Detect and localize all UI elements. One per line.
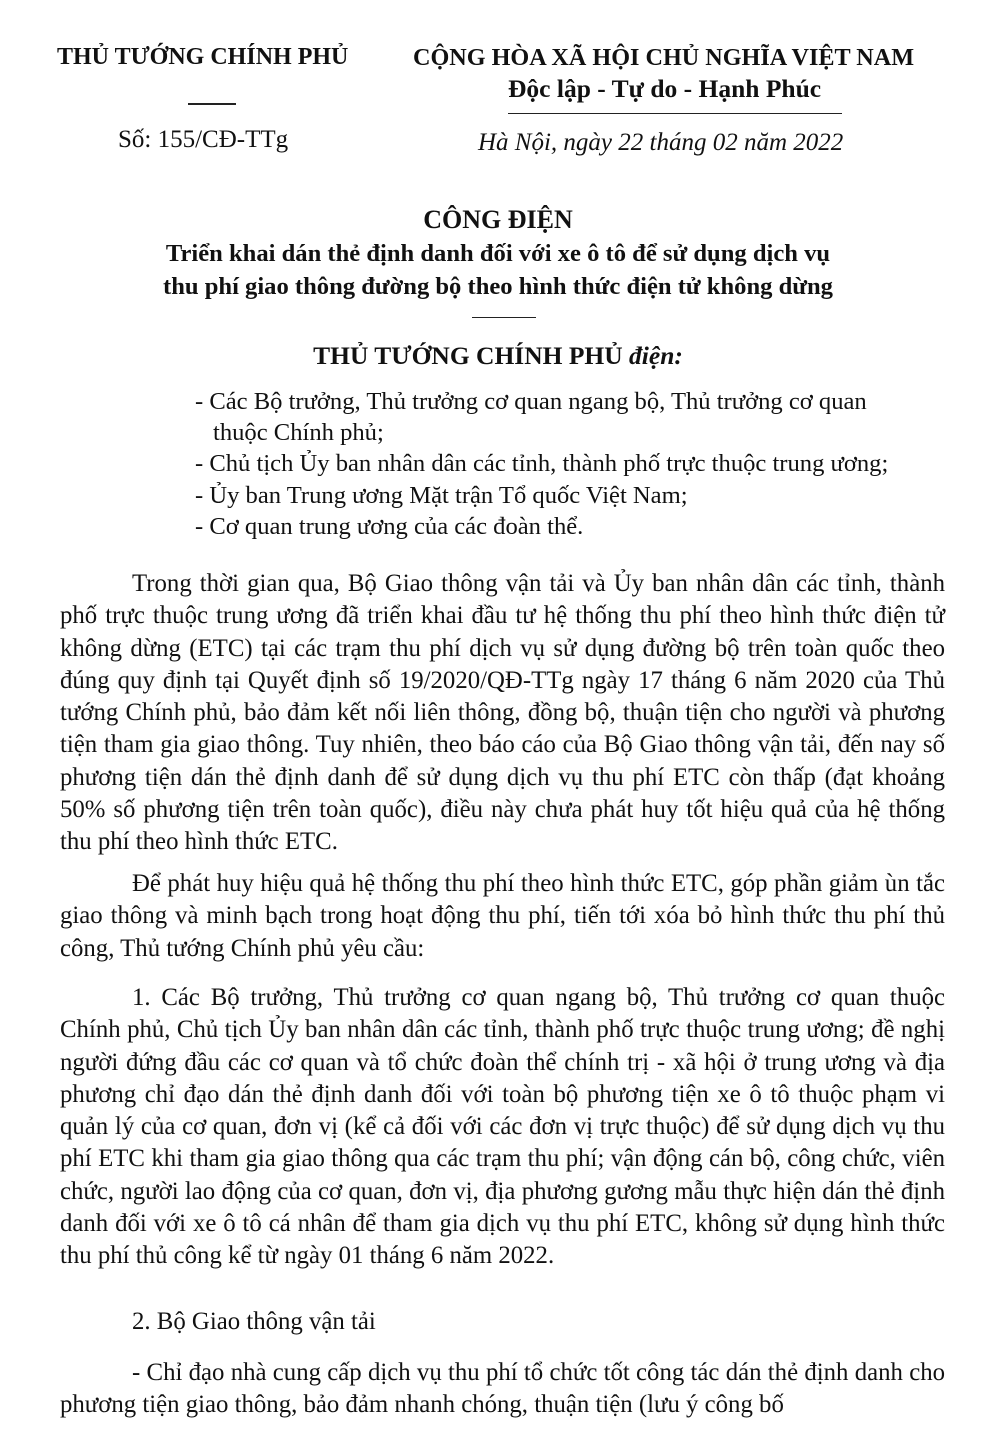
authority-divider	[188, 103, 236, 105]
body-paragraph-4	[60, 1306, 945, 1338]
sender-line	[0, 341, 996, 371]
body-paragraph-2	[60, 868, 945, 965]
body-paragraph-3	[60, 982, 945, 1273]
subject-line-1: Triển khai dán thẻ định danh đối với xe ô tô để sử dụng dịch vụ	[165, 240, 831, 267]
recipients-list	[195, 386, 955, 542]
sender-suffix: điện:	[629, 341, 683, 370]
paragraph-text: Để phát huy hiệu quả hệ thống thu phí theo hình thức ETC, góp phần giảm ùn tắc giao thông và minh bạch trong hoạt động thu phí, tiến tới xóa bỏ hình thức thu phí thủ công, Thủ tướng Chính phủ yêu cầu:	[60, 870, 945, 962]
body-paragraph-5	[60, 1357, 945, 1422]
place-date: Hà Nội, ngày 22 tháng 02 năm 2022	[478, 129, 844, 156]
paragraph-text: - Chỉ đạo nhà cung cấp dịch vụ thu phí tổ chức tốt công tác dán thẻ định danh cho phương tiện giao thông, bảo đảm nhanh chóng, thuận tiện (lưu ý công bố	[60, 1359, 945, 1419]
recipient-item: - Ủy ban Trung ương Mặt trận Tổ quốc Việt Nam;	[195, 481, 688, 509]
document-type: CÔNG ĐIỆN	[423, 205, 573, 234]
country-name: CỘNG HÒA XÃ HỘI CHỦ NGHĨA VIỆT NAM	[413, 44, 915, 71]
recipient-item: - Cơ quan trung ương của các đoàn thể.	[195, 512, 584, 540]
recipient-item: - Các Bộ trưởng, Thủ trưởng cơ quan ngang bộ, Thủ trưởng cơ quan	[195, 388, 867, 415]
sender-name: THỦ TƯỚNG CHÍNH PHỦ	[313, 341, 623, 370]
recipient-item-continuation: thuộc Chính phủ;	[213, 419, 384, 447]
recipient-item: - Chủ tịch Ủy ban nhân dân các tỉnh, thành phố trực thuộc trung ương;	[195, 450, 889, 478]
title-divider	[472, 317, 536, 318]
subject-line-2: thu phí giao thông đường bộ theo hình thức điện tử không dừng	[163, 273, 833, 300]
paragraph-text: 2. Bộ Giao thông vận tải	[132, 1308, 376, 1335]
body-paragraph-1	[60, 568, 945, 859]
issuing-authority: THỦ TƯỚNG CHÍNH PHỦ	[57, 44, 349, 70]
document-number: Số: 155/CĐ-TTg	[118, 126, 289, 153]
paragraph-text: 1. Các Bộ trưởng, Thủ trưởng cơ quan ngang bộ, Thủ trưởng cơ quan thuộc Chính phủ, Chủ tịch Ủy ban nhân dân các tỉnh, thành phố trực thuộc trung ương; đề nghị người đứng đầu các cơ quan và tổ chức đoàn thể chính trị - xã hội ở trung ương và địa phương chỉ đạo dán thẻ định danh đối với toàn bộ phương tiện xe ô tô thuộc phạm vi quản lý của cơ quan, đơn vị (kể cả đối với các đơn vị trực thuộc) để sử dụng dịch vụ thu phí ETC khi tham gia giao thông qua các trạm thu phí; vận động cán bộ, công chức, viên chức, người lao động của cơ quan, đơn vị, địa phương gương mẫu thực hiện dán thẻ định danh đối với xe ô tô cá nhân để tham gia dịch vụ thu phí ETC, không sử dụng hình thức thu phí thủ công kể từ ngày 01 tháng 6 năm 2022.	[60, 984, 945, 1270]
motto-underline	[508, 113, 842, 114]
paragraph-text: Trong thời gian qua, Bộ Giao thông vận tải và Ủy ban nhân dân các tỉnh, thành phố trực thuộc trung ương đã triển khai đầu tư hệ thống thu phí theo hình thức điện tử không dừng (ETC) tại các trạm thu phí dịch vụ sử dụng đường bộ trên toàn quốc theo đúng quy định tại Quyết định số 19/2020/QĐ-TTg ngày 17 tháng 6 năm 2020 của Thủ tướng Chính phủ, bảo đảm kết nối liên thông, đồng bộ, thuận tiện cho người và phương tiện tham gia giao thông. Tuy nhiên, theo báo cáo của Bộ Giao thông vận tải, đến nay số phương tiện dán thẻ định danh để sử dụng dịch vụ thu phí ETC còn thấp (đạt khoảng 50% số phương tiện trên toàn quốc), điều này chưa phát huy tốt hiệu quả của hệ thống thu phí theo hình thức ETC.	[60, 570, 945, 856]
national-motto: Độc lập - Tự do - Hạnh Phúc	[508, 74, 822, 103]
